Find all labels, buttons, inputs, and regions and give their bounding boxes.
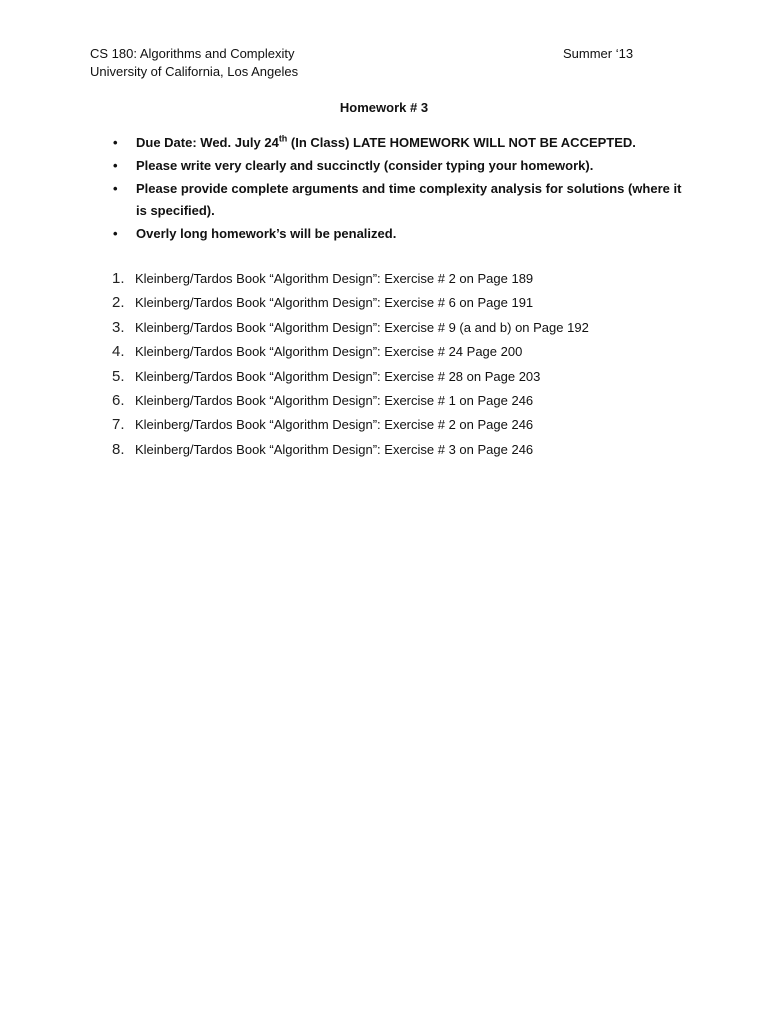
- exercise-item: [110, 413, 710, 437]
- exercise-text: Kleinberg/Tardos Book “Algorithm Design”: Exercise # 6 on Page 191: [135, 295, 534, 311]
- university-name: University of California, Los Angeles: [90, 64, 299, 79]
- due-date-prefix: Due Date: Wed. July 24: [136, 135, 279, 150]
- instructions-list: [110, 132, 690, 246]
- exercise-list: [110, 267, 710, 462]
- bullet-icon: •: [113, 158, 118, 173]
- exercise-item: [110, 316, 710, 340]
- exercise-number: 4.: [112, 343, 125, 361]
- bullet-icon: •: [113, 135, 118, 150]
- instruction-text: Please provide complete arguments and time complexity analysis for solutions (where it is specified).: [136, 181, 682, 218]
- term-label: Summer ‘13: [563, 46, 634, 61]
- exercise-number: 1.: [112, 270, 125, 287]
- exercise-number: 6.: [112, 391, 125, 409]
- exercise-text: Kleinberg/Tardos Book “Algorithm Design”: Exercise # 3 on Page 246: [135, 441, 534, 457]
- bullet-icon: •: [113, 181, 118, 196]
- exercise-text: Kleinberg/Tardos Book “Algorithm Design”: Exercise # 9 (a and b) on Page 192: [135, 319, 589, 335]
- instruction-text: Overly long homework’s will be penalized.: [136, 226, 397, 241]
- exercise-item: [110, 365, 710, 389]
- exercise-number: 2.: [112, 294, 125, 312]
- due-date-suffix: (In Class) LATE HOMEWORK WILL NOT BE ACCEPTED.: [287, 135, 636, 150]
- exercise-item: [110, 340, 710, 364]
- exercise-item: [110, 267, 710, 291]
- exercise-text: Kleinberg/Tardos Book “Algorithm Design”: Exercise # 24 Page 200: [135, 344, 523, 360]
- course-name: CS 180: Algorithms and Complexity: [90, 46, 295, 61]
- instruction-text: Please write very clearly and succinctly (consider typing your homework).: [136, 158, 594, 173]
- exercise-text: Kleinberg/Tardos Book “Algorithm Design”: Exercise # 28 on Page 203: [135, 368, 541, 384]
- instruction-complete-arguments: [110, 178, 690, 222]
- exercise-item: [110, 438, 710, 462]
- instruction-due-date: [110, 132, 690, 154]
- page-title: Homework # 3: [339, 100, 429, 115]
- exercise-item: [110, 389, 710, 413]
- exercise-text: Kleinberg/Tardos Book “Algorithm Design”: Exercise # 1 on Page 246: [135, 392, 534, 408]
- exercise-number: 8.: [112, 440, 125, 458]
- exercise-number: 3.: [112, 318, 125, 336]
- instruction-length-penalty: [110, 223, 690, 245]
- exercise-number: 7.: [112, 416, 125, 434]
- exercise-text: Kleinberg/Tardos Book “Algorithm Design”: Exercise # 2 on Page 246: [135, 417, 534, 433]
- instruction-write-clearly: [110, 155, 690, 177]
- due-date-superscript: th: [278, 133, 288, 144]
- exercise-item: [110, 291, 710, 315]
- bullet-icon: •: [113, 226, 118, 241]
- exercise-text: Kleinberg/Tardos Book “Algorithm Design”: Exercise # 2 on Page 189: [135, 271, 534, 286]
- exercise-number: 5.: [112, 367, 125, 385]
- header-left: [90, 45, 298, 81]
